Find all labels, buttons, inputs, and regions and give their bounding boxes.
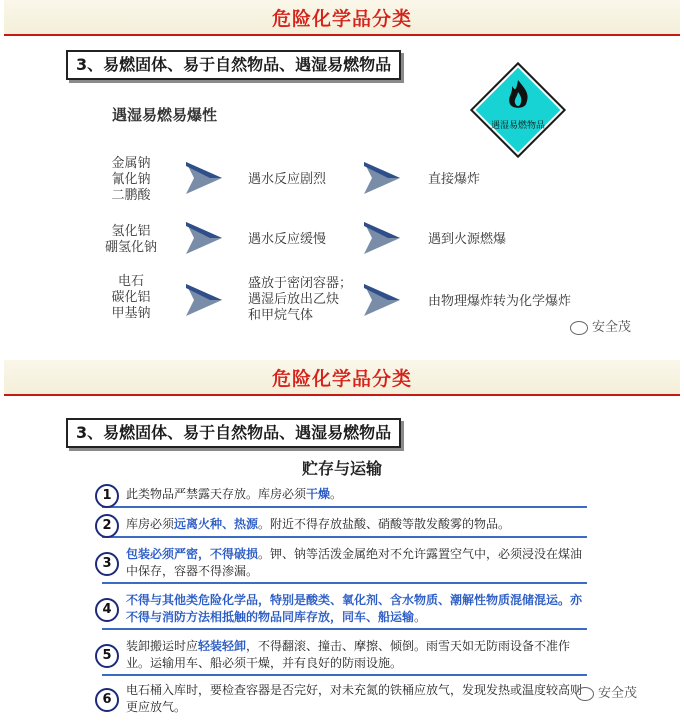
- item-text: 电石桶入库时，要检查容器是否完好，对未充氮的铁桶应放气，发现发热或温度较高则更应放气。: [126, 683, 583, 714]
- list-item: [102, 544, 587, 584]
- arrow-right-icon: [362, 158, 402, 198]
- row-reaction: 遇水反应剧烈: [248, 172, 327, 187]
- panel-storage: [4, 360, 680, 723]
- arrow-right-icon: [184, 218, 224, 258]
- row-substances: 电石 碳化铝 甲基钠: [111, 274, 151, 321]
- flame-icon: [500, 78, 536, 112]
- item-number: 2: [95, 514, 119, 538]
- row-result: 由物理爆炸转为化学爆炸: [428, 294, 572, 309]
- hazard-label: 遇湿易燃物品: [490, 121, 545, 131]
- watermark: [570, 316, 631, 335]
- item-text: 装卸搬运时应轻装轻卸，不得翻滚、撞击、摩擦、倾倒。雨雪天如无防雨设备不准作业。运输用车、船必须干燥，并有良好的防雨设施。: [126, 639, 571, 670]
- list-item: [102, 636, 587, 676]
- chat-icon: [570, 321, 588, 335]
- banner-title: 危险化学品分类: [271, 8, 412, 30]
- row-reaction: 盛放于密闭容器； 遇湿后放出乙炔 和甲烷气体: [248, 276, 353, 323]
- item-text: 不得与其他类危险化学品，特别是酸类、氧化剂、含水物质、潮解性物质混储混运。亦不得与消防方法相抵触的物品同库存放，同车、船运输。: [126, 593, 583, 624]
- item-text: 库房必须远离火种、热源。附近不得存放盐酸、硝酸等散发酸雾的物品。: [126, 517, 511, 531]
- watermark-text: 安全茂: [592, 320, 632, 335]
- item-number: 4: [95, 598, 119, 622]
- banner-divider: [4, 34, 680, 36]
- list-item: [102, 514, 587, 538]
- item-number: 6: [95, 688, 119, 712]
- banner-title: 危险化学品分类: [271, 368, 412, 390]
- arrow-right-icon: [184, 280, 224, 320]
- list-item: [102, 680, 587, 718]
- item-text: 此类物品严禁露天存放。库房必须干燥。: [126, 487, 343, 501]
- list-item: [102, 484, 587, 508]
- panel-reactivity: [4, 0, 680, 352]
- list-item: [102, 590, 587, 630]
- row-substances: 氢化铝 硼氢化钠: [104, 224, 157, 255]
- subheading: 遇湿易燃易爆性: [112, 106, 218, 124]
- arrow-right-icon: [362, 218, 402, 258]
- row-reaction: 遇水反应缓慢: [248, 232, 327, 247]
- watermark-text: 安全茂: [598, 686, 638, 701]
- watermark: [576, 682, 637, 701]
- row-substances: 金属钠 氰化钠 二鹏酸: [111, 156, 151, 203]
- item-number: 3: [95, 552, 119, 576]
- item-number: 1: [95, 484, 119, 508]
- row-result: 直接爆炸: [428, 172, 481, 187]
- section-title: 3、易燃固体、易于自然物品、遇湿易燃物品: [66, 50, 401, 80]
- row-result: 遇到火源燃爆: [428, 232, 507, 247]
- item-text: 包装必须严密，不得破损。钾、钠等活泼金属绝对不允许露置空气中，必须浸没在煤油中保存，容器不得渗漏。: [126, 547, 583, 578]
- banner-divider: [4, 394, 680, 396]
- arrow-right-icon: [362, 280, 402, 320]
- subheading: 贮存与运输: [301, 459, 382, 478]
- item-number: 5: [95, 644, 119, 668]
- arrow-right-icon: [184, 158, 224, 198]
- section-title: 3、易燃固体、易于自然物品、遇湿易燃物品: [66, 418, 401, 448]
- chat-icon: [576, 687, 594, 701]
